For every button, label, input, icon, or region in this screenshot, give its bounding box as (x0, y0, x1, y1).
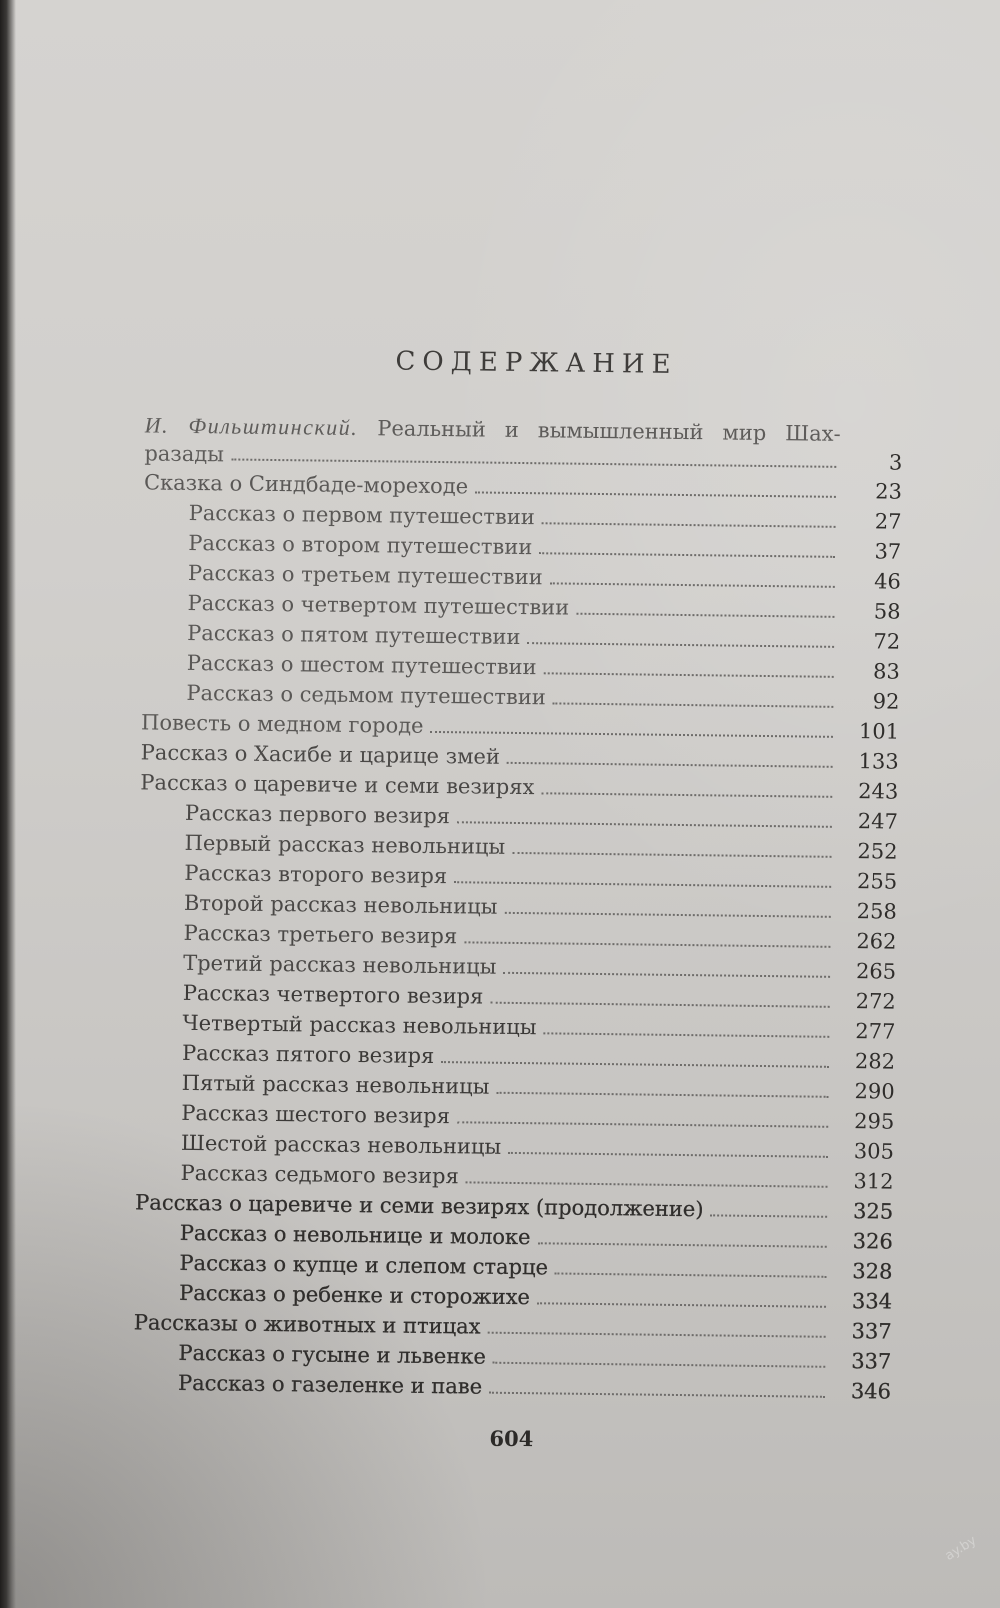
entry-page-number: 312 (853, 1169, 894, 1194)
entry-page-number: 37 (874, 539, 902, 564)
entry-page-number: 334 (851, 1289, 893, 1314)
entry-title: Рассказ о седьмом путешествии (186, 680, 546, 710)
entry-title: Рассказ седьмого везиря (180, 1160, 459, 1189)
entry-title: Первый рассказ невольницы (184, 830, 506, 859)
dot-leader (710, 1214, 827, 1217)
entry-page-number: 83 (872, 659, 900, 684)
entry-page-number: 305 (853, 1139, 895, 1164)
watermark: ay.by (942, 1533, 980, 1564)
entry-page-number: 272 (855, 989, 896, 1014)
dot-leader (496, 1092, 828, 1098)
entry-title: Рассказ о Хасибе и царице змей (140, 740, 501, 769)
entry-title: Рассказ о газеленке и паве (177, 1370, 483, 1399)
dot-leader (441, 1061, 829, 1068)
entry-page-number: 325 (852, 1199, 894, 1224)
entry-title: Рассказ о четвертом путешествии (187, 590, 570, 620)
toc-entries (133, 467, 902, 1406)
entry-page-number: 265 (855, 959, 897, 984)
dot-leader (464, 941, 830, 947)
intro-author: И. Фильштинский. (144, 412, 359, 441)
entry-title: Четвертый рассказ невольницы (182, 1010, 537, 1040)
page-number: 604 (489, 1425, 534, 1452)
dot-leader (537, 1302, 826, 1308)
entry-page-number: 247 (857, 809, 899, 834)
entry-page-number: 328 (852, 1259, 893, 1284)
entry-page-number: 255 (856, 869, 898, 894)
dot-leader (475, 491, 836, 497)
dot-leader (466, 1181, 828, 1187)
entry-title: Шестой рассказ невольницы (180, 1130, 502, 1159)
entry-title: Рассказ о шестом путешествии (186, 650, 537, 680)
entry-page-number: 27 (874, 509, 902, 534)
entry-page-number: 92 (872, 689, 900, 714)
entry-page-number: 326 (852, 1229, 893, 1254)
dot-leader (544, 672, 834, 678)
entry-page-number: 243 (858, 779, 899, 804)
entry-title: Второй рассказ невольницы (183, 890, 498, 919)
dot-leader (553, 702, 834, 707)
entry-page-number: 133 (858, 749, 899, 774)
dot-leader (489, 1392, 825, 1398)
dot-leader (542, 522, 836, 528)
entry-title: Рассказ пятого везиря (181, 1040, 435, 1068)
entry-page-number: 277 (855, 1019, 896, 1044)
entry-page-number: 3 (888, 450, 903, 475)
entry-title: Рассказ о ребенке и сторожихе (179, 1280, 531, 1310)
dot-leader (512, 852, 831, 858)
dot-leader (543, 1032, 829, 1037)
intro-title-line1: Реальный и вымышленный мир Шах- (377, 416, 841, 446)
entry-page-number: 23 (875, 479, 903, 504)
entry-title: Рассказ четвертого везиря (182, 980, 484, 1009)
entry-title: Рассказ о гусыне и львенке (178, 1340, 486, 1369)
entry-page-number: 282 (854, 1049, 896, 1074)
dot-leader (508, 1152, 828, 1158)
entry-title: Третий рассказ невольницы (183, 950, 497, 979)
entry-page-number: 262 (856, 929, 897, 954)
dot-leader (537, 1242, 826, 1248)
entry-title: Рассказ второго везиря (184, 860, 448, 889)
dot-leader (487, 1332, 825, 1338)
entry-title: Рассказы о животных и птицах (133, 1310, 481, 1339)
entry-title: Рассказ о третьем путешествии (187, 560, 543, 590)
entry-page-number: 337 (851, 1319, 892, 1344)
entry-title: Рассказ о пятом путешествии (187, 620, 521, 650)
page-edge-shadow (0, 0, 16, 1608)
entry-title: Рассказ шестого везиря (181, 1100, 451, 1129)
entry-title: Рассказ третьего везиря (183, 920, 458, 949)
dot-leader (231, 458, 836, 467)
entry-page-number: 346 (850, 1379, 892, 1404)
dot-leader (457, 821, 832, 828)
dot-leader (539, 552, 835, 558)
entry-title: Рассказ о втором путешествии (188, 530, 533, 560)
entry-title: Сказка о Синдбаде-мореходе (143, 470, 469, 499)
dot-leader (504, 912, 830, 918)
page-title: СОДЕРЖАНИЕ (395, 346, 678, 380)
dot-leader (503, 972, 830, 978)
table-of-contents (132, 338, 904, 1457)
intro-entry (144, 411, 903, 476)
entry-title: Повесть о медном городе (140, 710, 424, 738)
entry-page-number: 58 (873, 599, 901, 624)
dot-leader (550, 582, 835, 587)
entry-title: Рассказ о купце и слепом старце (179, 1250, 549, 1280)
entry-title: Рассказ о невольнице и молоке (179, 1220, 531, 1250)
entry-title: Рассказ о первом путешествии (188, 500, 535, 530)
entry-title: Пятый рассказ невольницы (181, 1070, 490, 1099)
entry-title: Рассказ о царевиче и семи везирях (продолжение) (135, 1190, 704, 1222)
entry-page-number: 46 (874, 569, 902, 594)
entry-title: Рассказ первого везиря (184, 800, 451, 829)
entry-page-number: 258 (856, 899, 898, 924)
dot-leader (457, 1121, 828, 1128)
dot-leader (541, 792, 832, 798)
entry-page-number: 295 (854, 1109, 895, 1134)
intro-title-line2: разады (144, 441, 225, 467)
entry-page-number: 252 (857, 839, 898, 864)
dot-leader (430, 731, 833, 738)
entry-page-number: 337 (851, 1349, 892, 1374)
entry-page-number: 290 (854, 1079, 895, 1104)
dot-leader (507, 762, 833, 768)
entry-title: Рассказ о царевиче и семи везирях (140, 770, 535, 800)
dot-leader (576, 613, 834, 618)
entry-page-number: 72 (873, 629, 901, 654)
dot-leader (493, 1362, 826, 1368)
dot-leader (555, 1272, 827, 1277)
dot-leader (527, 642, 834, 648)
entry-page-number: 101 (858, 719, 900, 744)
dot-leader (454, 881, 831, 888)
dot-leader (490, 1002, 829, 1008)
